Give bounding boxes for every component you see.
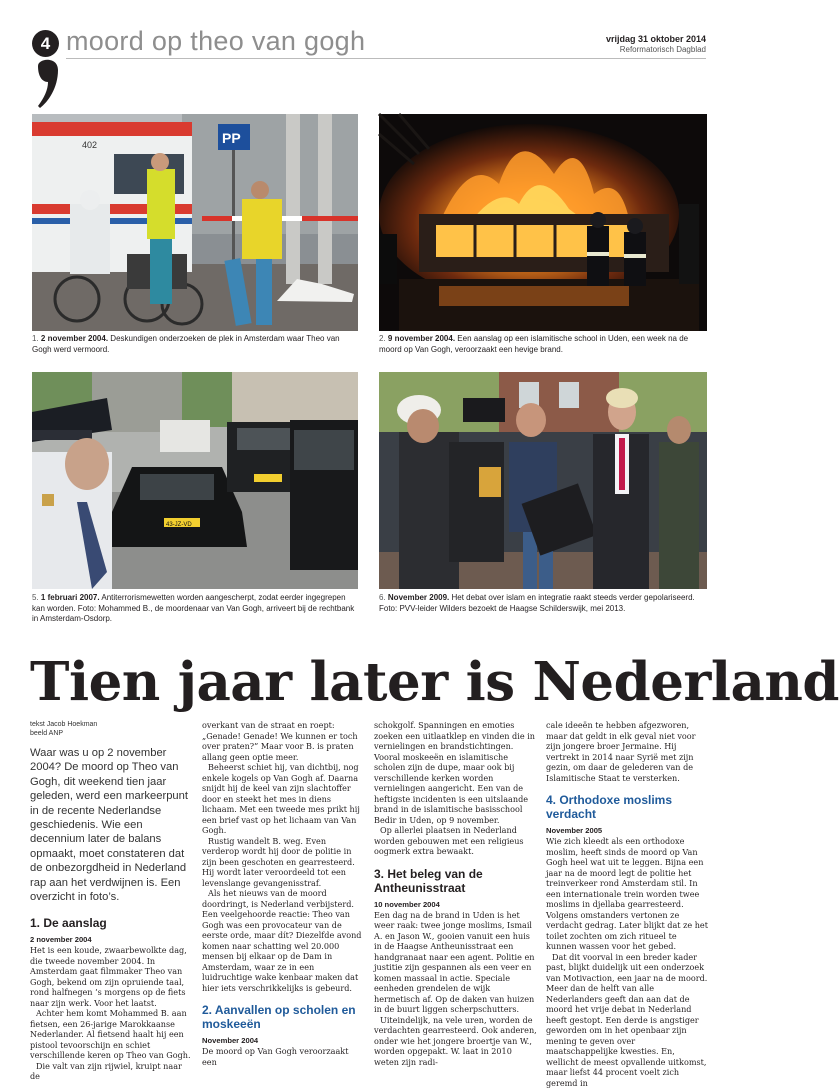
- caption-text: Deskundigen onderzoeken de plek in Amsterdam waar Theo van Gogh werd vermoord.: [32, 334, 340, 354]
- body-paragraph: Als het nieuws van de moord doordringt, is Nederland verbijsterd. Een veelgehoorde reactie: Theo van Gogh was een provocateur van de eerste orde, maar dít? Diezelfde avond komen naar schatting wel 20.000 mensen bij elkaar op de Dam in Amsterdam, waar ze in een luidruchtige wake kenbaar maken dat hier iets verschrikkelijks is gebeurd.: [202, 888, 365, 993]
- newspaper-name: Reformatorisch Dagblad: [620, 45, 706, 54]
- plate-sedan: 43-JZ-VD: [166, 522, 192, 528]
- body-paragraph: Achter hem komt Mohammed B. aan fietsen, een 26-jarige Marokkaanse Nederlander. Al fietsend haalt hij een pistool tevoorschijn en schiet verschillende keren op Theo van Gogh.: [30, 1008, 193, 1061]
- section-date-3: 10 november 2004: [374, 900, 537, 910]
- body-paragraph: Het is een koude, zwaarbewolkte dag, die tweede november 2004. In Amsterdam gaat filmmaker Theo van Gogh, bekend om zijn opruiende taal, rond halfnegen ’s morgens op de fiets naar zijn werk. Voor het laatst.: [30, 945, 193, 1008]
- body-paragraph: Beheerst schiet hij, van dichtbij, nog enkele kogels op Van Gogh af. Daarna snijdt hij de keel van zijn slachtoffer door en steekt het mes in diens lichaam. Met een tweede mes prikt hij een brief vast op het lichaam van Van Gogh.: [202, 762, 365, 836]
- body-paragraph: Die valt van zijn rijwiel, kruipt naar de: [30, 1061, 193, 1082]
- body-paragraph: Wie zich kleedt als een orthodoxe moslim, heeft sinds de moord op Van Gogh heel wat uit te leggen. Bijna een jaar na de moord legt de politie het treinverkeer rond Amsterdam stil. In een internationale trein worden twee moslims in djellaba gearresteerd. Volgens omstanders vertonen ze verdacht gedrag. Later blijkt dat ze het toilet zochten om zich ritueel te kunnen wassen voor het gebed.: [546, 836, 709, 952]
- wilders-visit-image: [379, 372, 707, 589]
- page-number-badge: 4: [32, 30, 59, 57]
- caption-photo-6: [379, 593, 707, 614]
- caption-photo-2: [379, 334, 707, 355]
- article-intro: Waar was u op 2 november 2004? De moord op Theo van Gogh, dit weekend tien jaar geleden, werd een markeerpunt in de recente Nederlandse geschiedenis. Wie een decennium later de balans opmaakt, moet constateren dat de onbezorgdheid in Nederland rap aan het verdwijnen is. Een overzicht in foto’s.: [30, 746, 193, 904]
- body-paragraph: Rustig wandelt B. weg. Even verderop wordt hij door de politie in zijn been geschoten en gearresteerd. Hij wordt later veroordeeld tot een levenslange gevangenisstraf.: [202, 836, 365, 889]
- article-column-2: [202, 720, 365, 1050]
- caption-text: Een aanslag op een islamitische school in Uden, een week na de moord op Van Gogh, veroorzaakt een hevige brand.: [379, 334, 688, 354]
- credit-author: tekst Jacob Hoekman: [30, 720, 193, 729]
- section-date-2: November 2004: [202, 1036, 365, 1046]
- article-column-4: [546, 720, 709, 1050]
- section-heading-1: 1. De aanslag: [30, 916, 193, 930]
- article-column-1: [30, 720, 193, 1050]
- photo-wilders-visit: [379, 372, 707, 589]
- caption-number: 2.: [379, 334, 386, 343]
- caption-number: 1.: [32, 334, 39, 343]
- section-date-4: November 2005: [546, 826, 709, 836]
- section-date-1: 2 november 2004: [30, 935, 193, 945]
- caption-photo-5: [32, 593, 358, 625]
- comma-icon: [36, 56, 60, 110]
- body-paragraph: schokgolf. Spanningen en emoties zoeken een uitlaatklep en vinden die in vernielingen en brandstichtingen. Vooral moskeeën en islamitische scholen zijn de dupe, maar ook bij verschillende kerken worden vernielingen aangericht. Een van de heftigste incidenten is een uitslaande brand in de islamitische basisschool Bedir in Uden, op 9 november.: [374, 720, 537, 825]
- byline: [30, 720, 193, 738]
- crime-scene-image: [32, 114, 358, 331]
- school-fire-image: [379, 114, 707, 331]
- convoy-image: [32, 372, 358, 589]
- caption-date: November 2009.: [388, 593, 449, 602]
- article-headline: Tien jaar later is Nederland: [30, 650, 710, 714]
- caption-photo-1: [32, 334, 358, 355]
- body-paragraph: De moord op Van Gogh veroorzaakt een: [202, 1046, 365, 1067]
- body-paragraph: cale ideeën te hebben afgezworen, maar dat geldt in elk geval niet voor zijn jongere broer Jermaine. Hij vertrekt in 2014 naar Syrië met zijn gezin, om daar de gelederen van de Islamitische Staat te versterken.: [546, 720, 709, 783]
- caption-number: 6.: [379, 593, 386, 602]
- body-paragraph: Een dag na de brand in Uden is het weer raak: twee jonge moslims, Ismail A. en Jason W., gooien vanuit een huis in de Haagse Antheunisstraat een handgranaat naar een agent. Politie en justitie zijn gespannen als een veer en komen massaal in actie. Speciale eenheden grendelen de wijk hermetisch af. Op de daken van huizen in de buurt liggen scherpschutters.: [374, 910, 537, 1015]
- header-divider: [66, 58, 706, 59]
- photo-convoy: [32, 372, 358, 589]
- caption-date: 1 februari 2007.: [41, 593, 100, 602]
- section-heading-4: 4. Orthodoxe moslims verdacht: [546, 793, 709, 821]
- caption-date: 2 november 2004.: [41, 334, 108, 343]
- article-column-3: [374, 720, 537, 1050]
- body-paragraph: Uiteindelijk, na vele uren, worden de verdachten gearresteerd. Ook anderen, onder wie het jongere broertje van W., worden opgepakt. W. laat in 2010 weten zijn radi-: [374, 1015, 537, 1068]
- caption-number: 5.: [32, 593, 39, 602]
- section-heading-2: 2. Aanvallen op scholen en moskeeën: [202, 1003, 365, 1031]
- credit-photo: beeld ANP: [30, 729, 193, 738]
- ambulance-number: 402: [82, 140, 97, 150]
- parking-sign-text: PP: [222, 130, 241, 146]
- photo-crime-scene: [32, 114, 358, 331]
- section-heading-3: 3. Het beleg van de Antheunisstraat: [374, 867, 537, 895]
- body-paragraph: overkant van de straat en roept: „Genade! Genade! We kunnen er toch over praten?” Maar voor B. is praten allang geen optie meer.: [202, 720, 365, 762]
- section-title: moord op theo van gogh: [66, 26, 365, 57]
- photo-school-fire: [379, 114, 707, 331]
- caption-text: Antiterrorismewetten worden aangescherpt, zodat eerder ingegrepen kan worden. Foto: Mohammed B., de moordenaar van Van Gogh, arriveert bij de rechtbank in Amsterdam-Osdorp.: [32, 593, 354, 623]
- caption-date: 9 november 2004.: [388, 334, 455, 343]
- caption-text: Het debat over islam en integratie raakt steeds verder gepolariseerd. Foto: PVV-leider Wilders bezoekt de Haagse Schilderswijk, mei 2013.: [379, 593, 695, 613]
- issue-date: vrijdag 31 oktober 2014: [606, 34, 706, 44]
- body-paragraph: Dat dit voorval in een breder kader past, blijkt duidelijk uit een onderzoek van Motivaction, een jaar na de moord. Meer dan de helft van alle Nederlanders geeft dan aan dat de moord het vrije debat in Nederland heeft gestopt. Een derde is angstiger geworden om in het openbaar zijn mening te geven over maatschappelijke kwesties. En, wellicht de meest opvallende uitkomst, maar liefst 44 procent voelt zich geremd in: [546, 952, 709, 1088]
- body-paragraph: Op allerlei plaatsen in Nederland worden gebouwen met een religieus oogmerk extra bewaakt.: [374, 825, 537, 857]
